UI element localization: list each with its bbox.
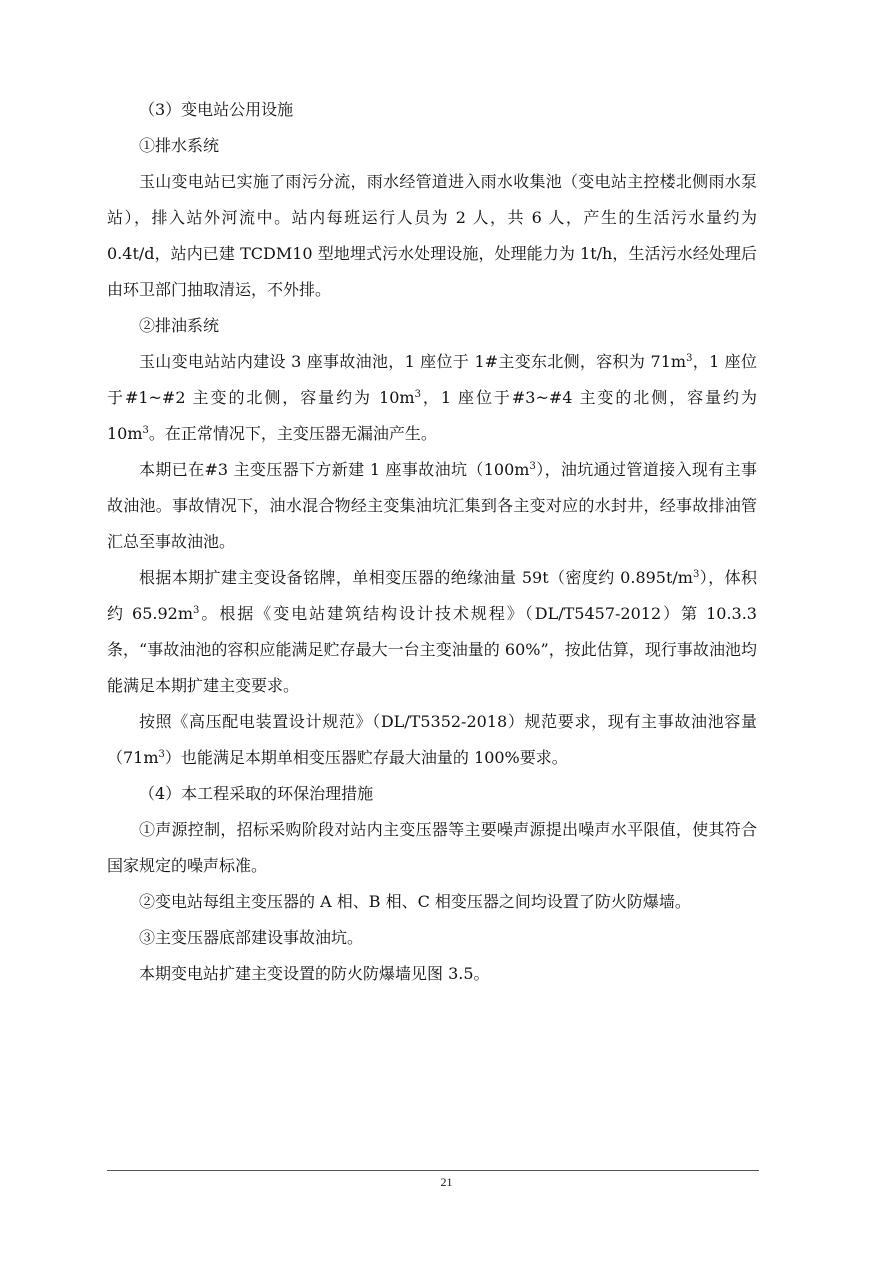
text-run: ②变电站每组主变压器的 A 相、B 相、C 相变压器之间均设置了防火防爆墙。 [139, 892, 691, 911]
text-run: （4）本工程采取的环保治理措施 [139, 784, 374, 803]
text-run: 。根据《变电站建筑结构设计技术规程》（DL/T5457-2012）第 10.3.3 条，“事故油池的容积应能满足贮存最大一台主变油量的 60%”，按此估算，现行事故油池均能满足本期扩建主变要求。 [107, 604, 757, 695]
document-body [107, 92, 757, 992]
text-run: ②排油系统 [139, 316, 220, 335]
footer-divider [107, 1170, 759, 1171]
superscript: 3 [142, 425, 149, 436]
text-run: ）也能满足本期单相变压器贮存最大油量的 100%要求。 [164, 748, 568, 767]
text-run: ），油坑通过管道接入现有主事故油池。事故情况下，油水混合物经主变集油坑汇集到各主变对应的水封井，经事故排油管汇总至事故油池。 [107, 460, 757, 551]
text-run: ），体积约 65.92m [107, 568, 757, 623]
paragraph-drainage [107, 164, 757, 308]
text-run: 根据本期扩建主变设备铭牌，单相变压器的绝缘油量 59t（密度约 0.895t/m [139, 568, 693, 587]
text-run: 本期已在#3 主变压器下方新建 1 座事故油坑（100m [139, 460, 530, 479]
paragraph-standard [107, 704, 757, 776]
section-heading-4 [107, 776, 757, 812]
subheading-drainage [107, 128, 757, 164]
subheading-oil-drainage [107, 308, 757, 344]
superscript: 3 [193, 605, 200, 616]
text-run: 本期变电站扩建主变设置的防火防爆墙见图 3.5。 [139, 964, 490, 983]
paragraph-oil-pit [107, 452, 757, 560]
text-run: 按照《高压配电装置设计规范》（DL/T5352-2018）规范要求，现有主事故油池容量（71m [107, 712, 757, 767]
superscript: 3 [686, 353, 693, 364]
superscript: 3 [414, 389, 421, 400]
text-run: （3）变电站公用设施 [139, 100, 294, 119]
text-run: ③主变压器底部建设事故油坑。 [139, 928, 364, 947]
page-number: 21 [440, 1175, 453, 1189]
section-heading-3 [107, 92, 757, 128]
text-run: ①声源控制，招标采购阶段对站内主变压器等主要噪声源提出噪声水平限值，使其符合国家规定的噪声标准。 [107, 820, 757, 875]
superscript: 3 [158, 749, 165, 760]
text-run: ，1 座位于#1~#2 主变的北侧，容量约为 10m [107, 352, 757, 407]
superscript: 3 [529, 461, 536, 472]
paragraph-oil-pools [107, 344, 757, 452]
text-run: 。在正常情况下，主变压器无漏油产生。 [148, 424, 437, 443]
paragraph-oil-pit-build [107, 920, 757, 956]
paragraph-figure-ref [107, 956, 757, 992]
superscript: 3 [692, 569, 700, 580]
paragraph-oil-volume [107, 560, 757, 704]
text-run: 玉山变电站站内建设 3 座事故油池，1 座位于 1#主变东北侧，容积为 71m [139, 352, 687, 371]
paragraph-firewall [107, 884, 757, 920]
paragraph-noise-control [107, 812, 757, 884]
text-run: ①排水系统 [139, 136, 220, 155]
text-run: 玉山变电站已实施了雨污分流，雨水经管道进入雨水收集池（变电站主控楼北侧雨水泵站），排入站外河流中。站内每班运行人员为 2 人，共 6 人，产生的生活污水量约为 0.4t/d，站内已建 TCDM10 型地埋式污水处理设施，处理能力为 1t/h，生活污水经处理后由环卫部门抽取清运，不外排。 [107, 172, 757, 299]
text-run: ，1 座位于#3~#4 主变的北侧，容量约为 10m [107, 388, 757, 443]
